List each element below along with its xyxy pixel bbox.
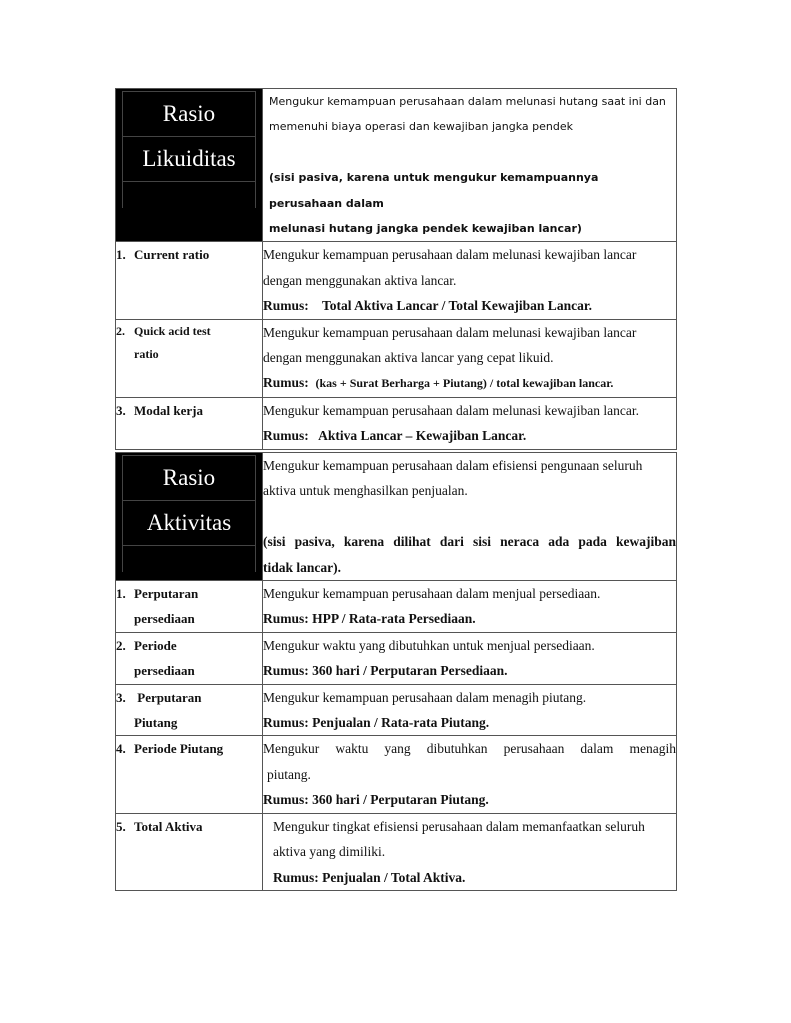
- formula: Rumus: (kas + Surat Berharga + Piutang) / total kewajiban lancar.: [263, 375, 614, 391]
- row-desc-perputaran-piutang: Mengukur kemampuan perusahaan dalam menagih piutang. Rumus: Penjualan / Rata-rata Piutang.: [263, 684, 677, 736]
- row-label-total-aktiva: 5. Total Aktiva: [116, 813, 263, 890]
- formula: Rumus: 360 hari / Perputaran Piutang.: [263, 792, 489, 808]
- aktivitas-note-line-2: tidak lancar).: [263, 559, 342, 575]
- table-row: [116, 813, 677, 890]
- likuiditas-intro-line-1: Mengukur kemampuan perusahaan dalam melunasi hutang saat ini dan: [269, 95, 666, 108]
- likuiditas-header-title-2: Likuiditas: [122, 136, 256, 182]
- formula: Rumus: 360 hari / Perputaran Persediaan.: [263, 663, 508, 679]
- aktivitas-header-cell: [116, 453, 263, 581]
- formula: Rumus: Aktiva Lancar – Kewajiban Lancar.: [263, 428, 527, 444]
- table-row: [116, 684, 677, 736]
- row-label-current-ratio: 1. Current ratio: [116, 242, 263, 319]
- aktivitas-intro-line-2: aktiva untuk menghasilkan penjualan.: [263, 483, 468, 499]
- aktivitas-header-title-1: Rasio: [122, 455, 256, 500]
- likuiditas-note-line-1: (sisi pasiva, karena untuk mengukur kemampuannya perusahaan dalam: [269, 171, 599, 210]
- likuiditas-header-title-1: Rasio: [122, 91, 256, 136]
- likuiditas-intro-cell: [263, 89, 677, 242]
- table-row: [116, 397, 677, 449]
- row-label-periode-persediaan: 2. Periode persediaan: [116, 632, 263, 684]
- likuiditas-table: [115, 88, 677, 450]
- likuiditas-intro-line-2: memenuhi biaya operasi dan kewajiban jangka pendek: [269, 120, 573, 134]
- row-desc-quick-acid-test: Mengukur kemampuan perusahaan dalam melunasi kewajiban lancar dengan menggunakan aktiva lancar yang cepat likuid. Rumus: (kas + Surat Berharga + Piutang) / total kewajiban lancar.: [263, 319, 677, 397]
- formula: Rumus: HPP / Rata-rata Persediaan.: [263, 611, 476, 627]
- likuiditas-header-row: [116, 89, 677, 242]
- formula: Rumus: Total Aktiva Lancar / Total Kewajiban Lancar.: [263, 298, 592, 314]
- formula: Rumus: Penjualan / Rata-rata Piutang.: [263, 715, 490, 731]
- aktivitas-note-line-1: (sisi pasiva, karena dilihat dari sisi neraca ada pada kewajiban: [263, 534, 676, 550]
- table-row: [116, 581, 677, 633]
- aktivitas-table: [115, 452, 677, 891]
- likuiditas-note-line-2: melunasi hutang jangka pendek kewajiban lancar): [269, 222, 582, 236]
- table-row: [116, 632, 677, 684]
- table-row: [116, 242, 677, 319]
- likuiditas-header-blank: [122, 182, 256, 208]
- row-label-quick-acid-test: 2. Quick acid test ratio: [116, 319, 263, 397]
- row-desc-current-ratio: Mengukur kemampuan perusahaan dalam melunasi kewajiban lancar dengan menggunakan aktiva lancar. Rumus: Total Aktiva Lancar / Total Kewajiban Lancar.: [263, 242, 677, 319]
- aktivitas-header-row: [116, 453, 677, 581]
- row-label-periode-piutang: 4. Periode Piutang: [116, 736, 263, 813]
- likuiditas-header-cell: [116, 89, 263, 242]
- table-row: [116, 319, 677, 397]
- row-desc-perputaran-persediaan: Mengukur kemampuan perusahaan dalam menjual persediaan. Rumus: HPP / Rata-rata Persediaan.: [263, 581, 677, 633]
- aktivitas-intro-cell: [263, 453, 677, 581]
- aktivitas-header-blank: [122, 546, 256, 572]
- aktivitas-header-title-2: Aktivitas: [122, 500, 256, 546]
- table-row: [116, 736, 677, 813]
- row-label-perputaran-persediaan: 1. Perputaran persediaan: [116, 581, 263, 633]
- row-desc-periode-persediaan: Mengukur waktu yang dibutuhkan untuk menjual persediaan. Rumus: 360 hari / Perputaran Persediaan.: [263, 632, 677, 684]
- formula: Rumus: Penjualan / Total Aktiva.: [273, 869, 466, 885]
- row-label-modal-kerja: 3. Modal kerja: [116, 397, 263, 449]
- aktivitas-intro-line-1: Mengukur kemampuan perusahaan dalam efisiensi pengunaan seluruh: [263, 458, 643, 473]
- row-desc-modal-kerja: Mengukur kemampuan perusahaan dalam melunasi kewajiban lancar. Rumus: Aktiva Lancar – Kewajiban Lancar.: [263, 397, 677, 449]
- row-desc-periode-piutang: Mengukur waktu yang dibutuhkan perusahaan dalam menagih piutang. Rumus: 360 hari / Perputaran Piutang.: [263, 736, 677, 813]
- row-desc-total-aktiva: Mengukur tingkat efisiensi perusahaan dalam memanfaatkan seluruh aktiva yang dimiliki. Rumus: Penjualan / Total Aktiva.: [263, 813, 677, 890]
- row-label-perputaran-piutang: 3. Perputaran Piutang: [116, 684, 263, 736]
